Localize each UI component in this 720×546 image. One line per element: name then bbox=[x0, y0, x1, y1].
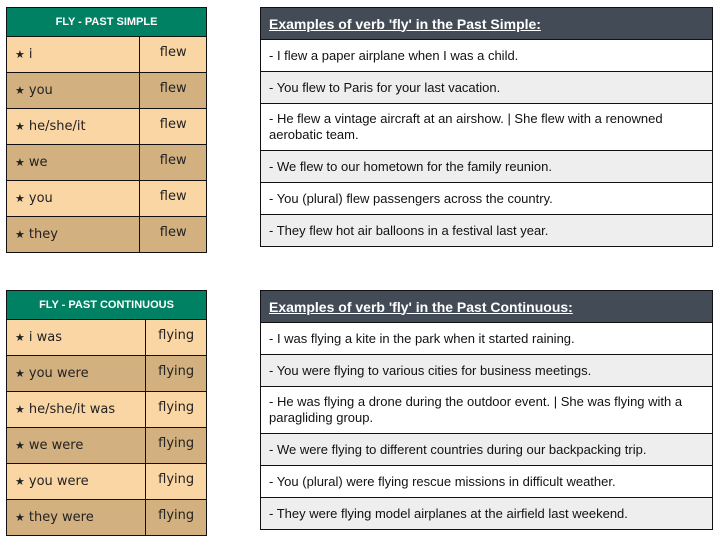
verb-form: flew bbox=[140, 145, 207, 181]
pronoun: you were bbox=[28, 474, 89, 489]
star-icon: ★ bbox=[15, 403, 25, 416]
past-simple-examples-table bbox=[260, 7, 713, 247]
example-text: - They were flying model airplanes at the airfield last weekend. bbox=[261, 498, 713, 530]
example-row bbox=[261, 151, 713, 183]
table-row bbox=[7, 392, 207, 428]
past-continuous-conjugation-table bbox=[6, 290, 207, 536]
star-icon: ★ bbox=[15, 367, 25, 380]
example-row bbox=[261, 498, 713, 530]
table-row bbox=[7, 320, 207, 356]
table-row bbox=[7, 217, 207, 253]
pronoun: you bbox=[28, 83, 53, 98]
table-row bbox=[7, 428, 207, 464]
star-icon: ★ bbox=[15, 228, 25, 241]
table-row bbox=[7, 37, 207, 73]
example-text: - You were flying to various cities for business meetings. bbox=[261, 355, 713, 387]
pronoun: you bbox=[28, 191, 53, 206]
star-icon: ★ bbox=[15, 331, 25, 344]
example-row bbox=[261, 183, 713, 215]
example-row bbox=[261, 466, 713, 498]
pronoun: i bbox=[28, 47, 33, 62]
pronoun: i was bbox=[28, 330, 62, 345]
verb-form: flying bbox=[146, 500, 207, 536]
pronoun: we bbox=[28, 155, 48, 170]
example-row bbox=[261, 40, 713, 72]
example-text: - You (plural) flew passengers across the country. bbox=[261, 183, 713, 215]
example-text: - He flew a vintage aircraft at an airshow. | She flew with a renowned aerobatic team. bbox=[261, 104, 713, 151]
star-icon: ★ bbox=[15, 84, 25, 97]
example-row bbox=[261, 434, 713, 466]
pronoun: you were bbox=[28, 366, 89, 381]
examples-title: Examples of verb 'fly' in the Past Continuous: bbox=[261, 291, 713, 323]
example-row bbox=[261, 104, 713, 151]
examples-title: Examples of verb 'fly' in the Past Simple: bbox=[261, 8, 713, 40]
star-icon: ★ bbox=[15, 475, 25, 488]
verb-form: flew bbox=[140, 181, 207, 217]
table-row bbox=[7, 73, 207, 109]
example-row bbox=[261, 72, 713, 104]
table-title: FLY - PAST SIMPLE bbox=[7, 8, 207, 37]
verb-form: flying bbox=[146, 356, 207, 392]
example-text: - You flew to Paris for your last vacation. bbox=[261, 72, 713, 104]
table-row bbox=[7, 356, 207, 392]
verb-form: flew bbox=[140, 217, 207, 253]
table-row bbox=[7, 181, 207, 217]
verb-form: flying bbox=[146, 392, 207, 428]
table-row bbox=[7, 109, 207, 145]
example-row bbox=[261, 215, 713, 247]
verb-form: flew bbox=[140, 37, 207, 73]
pronoun: he/she/it was bbox=[28, 402, 116, 417]
example-row bbox=[261, 387, 713, 434]
pronoun: he/she/it bbox=[28, 119, 86, 134]
table-title: FLY - PAST CONTINUOUS bbox=[7, 291, 207, 320]
example-text: - You (plural) were flying rescue missions in difficult weather. bbox=[261, 466, 713, 498]
example-text: - I was flying a kite in the park when it started raining. bbox=[261, 323, 713, 355]
pronoun: they bbox=[28, 227, 58, 242]
example-row bbox=[261, 355, 713, 387]
star-icon: ★ bbox=[15, 439, 25, 452]
star-icon: ★ bbox=[15, 511, 25, 524]
star-icon: ★ bbox=[15, 120, 25, 133]
example-text: - He was flying a drone during the outdoor event. | She was flying with a paragliding group. bbox=[261, 387, 713, 434]
verb-form: flew bbox=[140, 109, 207, 145]
verb-form: flying bbox=[146, 320, 207, 356]
example-text: - They flew hot air balloons in a festival last year. bbox=[261, 215, 713, 247]
past-simple-conjugation-table bbox=[6, 7, 207, 253]
example-row bbox=[261, 323, 713, 355]
star-icon: ★ bbox=[15, 192, 25, 205]
verb-form: flying bbox=[146, 464, 207, 500]
star-icon: ★ bbox=[15, 48, 25, 61]
pronoun: we were bbox=[28, 438, 84, 453]
example-text: - I flew a paper airplane when I was a child. bbox=[261, 40, 713, 72]
example-text: - We were flying to different countries during our backpacking trip. bbox=[261, 434, 713, 466]
pronoun: they were bbox=[28, 510, 94, 525]
verb-form: flying bbox=[146, 428, 207, 464]
table-row bbox=[7, 145, 207, 181]
table-row bbox=[7, 500, 207, 536]
table-row bbox=[7, 464, 207, 500]
verb-form: flew bbox=[140, 73, 207, 109]
star-icon: ★ bbox=[15, 156, 25, 169]
past-continuous-examples-table bbox=[260, 290, 713, 530]
example-text: - We flew to our hometown for the family reunion. bbox=[261, 151, 713, 183]
